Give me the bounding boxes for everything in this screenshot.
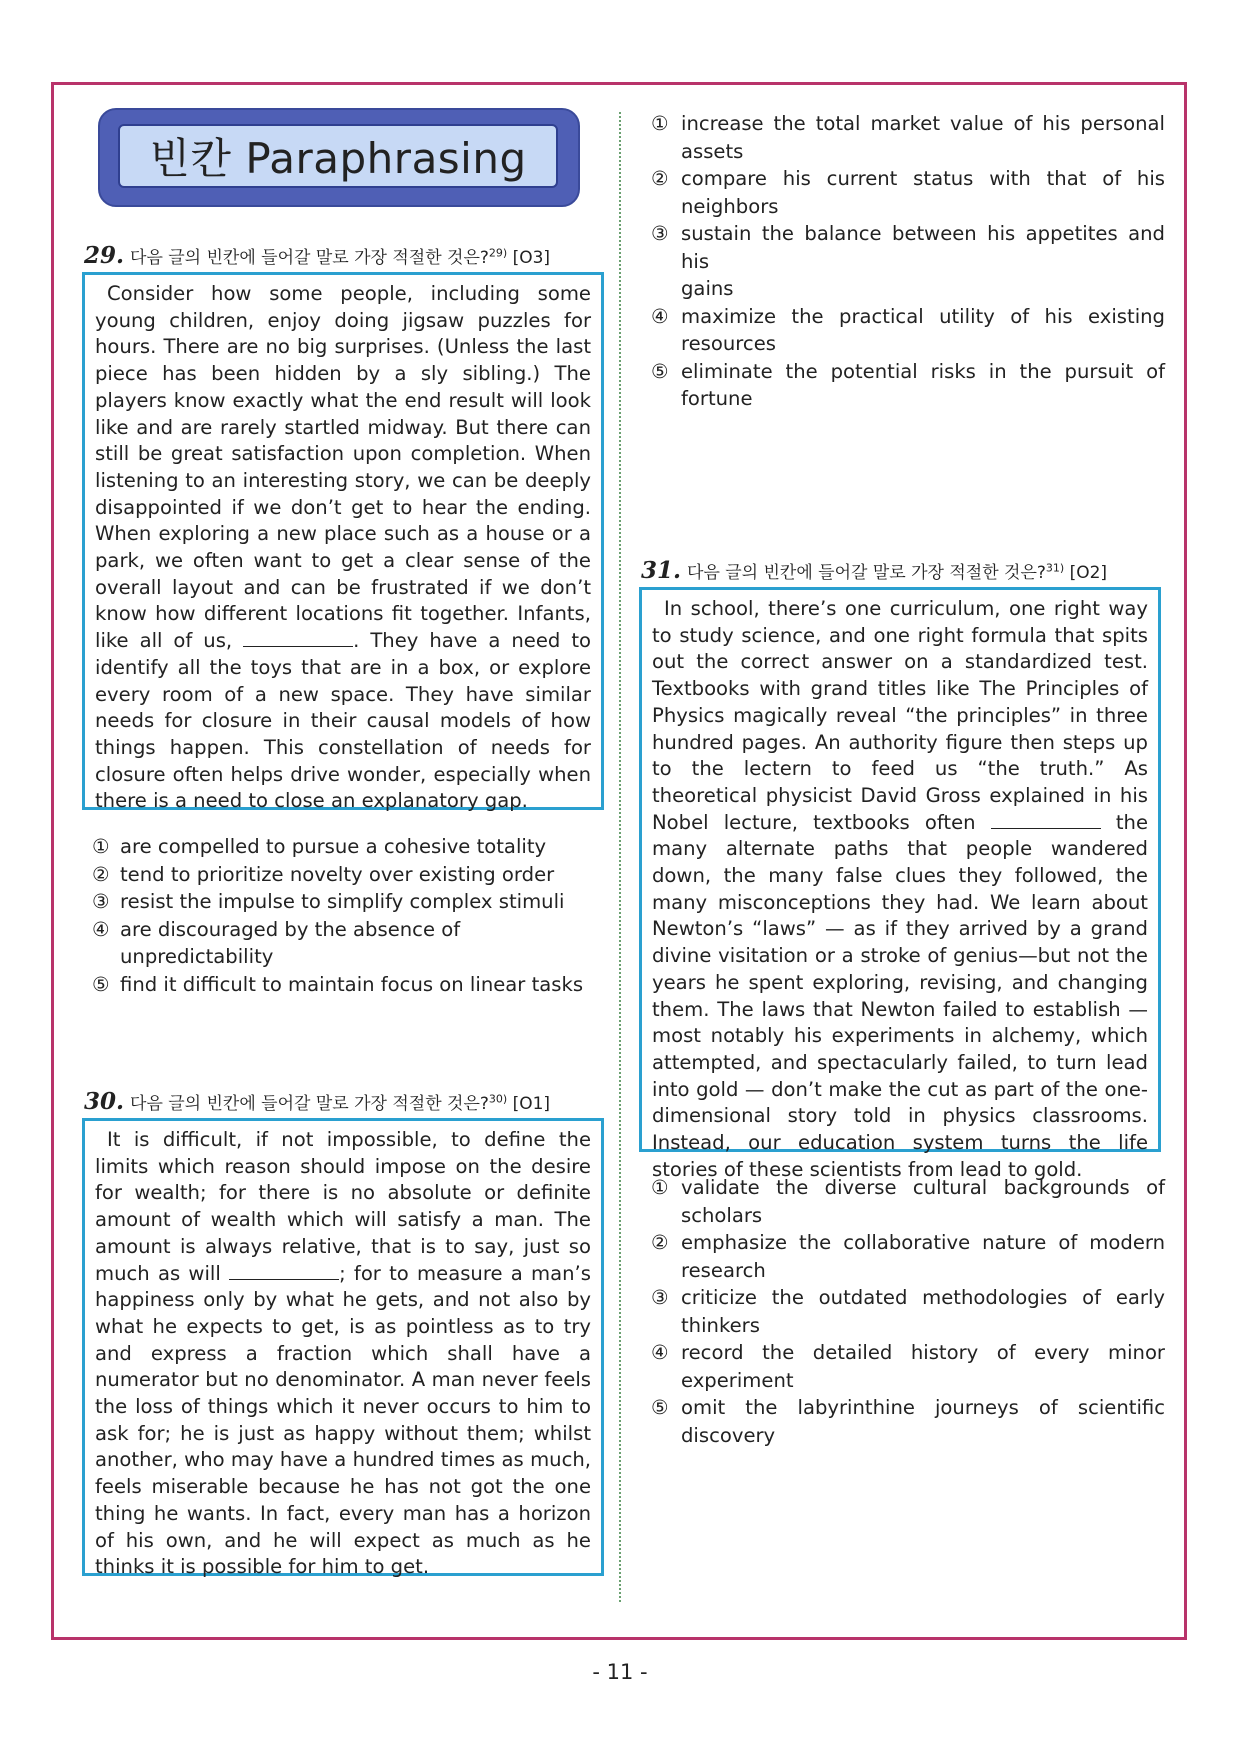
question-29-passage	[82, 272, 604, 813]
question-31-passage	[639, 587, 1161, 1181]
question-29-choices	[92, 833, 602, 998]
choice-item[interactable]: ⑤ eliminate the potential risks in the pursuit of fortune	[651, 359, 1165, 410]
footnote-ref: 30)	[488, 1092, 508, 1106]
passage-text: Consider how some people, including some young children, enjoy doing jigsaw puzzles for hours. There are no big surprises. (Unless the last piece has been hidden by a sly sibling.) The players know exactly what the end result will look like and are rarely startled midway. But there can still be great satisfaction upon completion. When listening to an interesting story, we can be deeply disappointed if we don’t get to hear the ending. When exploring a new place such as a house or a park, we often want to get a clear sense of the overall layout and can be frustrated if we don’t know how different locations fit together. Infants, like all of us,	[95, 282, 591, 653]
choice-item[interactable]: ③ criticize the outdated methodologies of early thinkers	[651, 1286, 1165, 1337]
choice-item[interactable]: ② tend to prioritize novelty over existing order	[92, 862, 555, 886]
choice-item[interactable]: ③ sustain the balance between his appetites and his gains	[651, 222, 1165, 300]
question-code: [O1]	[512, 1094, 551, 1114]
answer-blank	[243, 628, 353, 647]
column-divider	[619, 112, 621, 1602]
choice-item[interactable]: ⑤ omit the labyrinthine journeys of scientific discovery	[651, 1396, 1165, 1447]
choice-item[interactable]: ④ maximize the practical utility of his existing resources	[651, 304, 1165, 355]
passage-text: the many alternate paths that people wandered down, the many false clues they followed, the many misconceptions they had. We learn about Newton’s “laws” — as if they arrived by a grand divine visitation or a stroke of genius—but not the years he spent exploring, revising, and changing them. The laws that Newton failed to establish — most notably his experiments in alchemy, which attempted, and spectacularly failed, to turn lead into gold — don’t make the cut as part of the one-dimensional story told in physics classrooms. Instead, our education system turns the life stories of these scientists from lead to gold.	[652, 810, 1149, 1181]
question-prompt: 다음 글의 빈칸에 들어갈 말로 가장 적절한 것은?	[130, 248, 489, 268]
page-number: - 11 -	[592, 1660, 648, 1684]
section-title-banner	[98, 108, 580, 207]
question-number: 31.	[641, 557, 682, 584]
question-30-header	[84, 1088, 550, 1115]
question-30-choices	[651, 110, 1165, 413]
question-30-passage	[82, 1118, 604, 1579]
question-number: 30.	[84, 1088, 125, 1115]
question-prompt: 다음 글의 빈칸에 들어갈 말로 가장 적절한 것은?	[687, 563, 1046, 583]
passage-text: . They have a need to identify all the toys that are in a box, or explore every room of a new space. They have similar needs for closure in their causal models of how things happen. This constellation of needs for closure often helps drive wonder, especially when there is a need to close an explanatory gap.	[95, 629, 591, 813]
section-title: 빈칸 Paraphrasing	[118, 124, 558, 188]
question-31-choices	[651, 1174, 1165, 1449]
passage-text: ; for to measure a man’s happiness only by what he gets, and not also by what he expects to get, is as pointless as to try and express a fraction which shall have a numerator but no denominator. A man never feels the loss of things which it never occurs to him to ask for; he is just as happy without them; whilst another, who may have a hundred times as much, feels miserable because he has not got the one thing he wants. In fact, every man has a horizon of his own, and he will expect as much as he thinks it is possible for him to get.	[95, 1261, 591, 1579]
choice-item[interactable]: ④ record the detailed history of every minor experiment	[651, 1341, 1165, 1392]
question-code: [O2]	[1069, 563, 1108, 583]
question-prompt: 다음 글의 빈칸에 들어갈 말로 가장 적절한 것은?	[130, 1094, 489, 1114]
question-31-header	[641, 557, 1107, 584]
answer-blank	[991, 810, 1101, 829]
choice-item[interactable]: ② compare his current status with that of his neighbors	[651, 167, 1165, 218]
choice-item[interactable]: ④ are discouraged by the absence of unpredictability	[92, 917, 461, 968]
question-29-header	[84, 242, 550, 269]
question-number: 29.	[84, 242, 125, 269]
choice-item[interactable]: ③ resist the impulse to simplify complex stimuli	[92, 890, 565, 913]
footnote-ref: 31)	[1045, 561, 1065, 575]
choice-item[interactable]: ⑤ find it difficult to maintain focus on linear tasks	[92, 972, 584, 996]
passage-text: It is difficult, if not impossible, to define the limits which reason should impose on the desire for wealth; for there is no absolute or definite amount of wealth which will satisfy a man. The amount is always relative, that is to say, just so much as will	[95, 1128, 591, 1285]
choice-item[interactable]: ① validate the diverse cultural backgrounds of scholars	[651, 1176, 1165, 1227]
footnote-ref: 29)	[488, 246, 508, 260]
passage-text: In school, there’s one curriculum, one right way to study science, and one right formula that spits out the correct answer on a standardized test. Textbooks with grand titles like The Principles of Physics magically reveal “the principles” in three hundred pages. An authority figure then steps up to the lectern to feed us “the truth.” As theoretical physicist David Gross explained in his Nobel lecture, textbooks often	[652, 597, 1148, 834]
answer-blank	[229, 1261, 339, 1280]
choice-item[interactable]: ② emphasize the collaborative nature of modern research	[651, 1231, 1165, 1282]
choice-item[interactable]: ① increase the total market value of his personal assets	[651, 112, 1165, 163]
question-code: [O3]	[512, 248, 551, 268]
choice-item[interactable]: ① are compelled to pursue a cohesive totality	[92, 835, 547, 858]
